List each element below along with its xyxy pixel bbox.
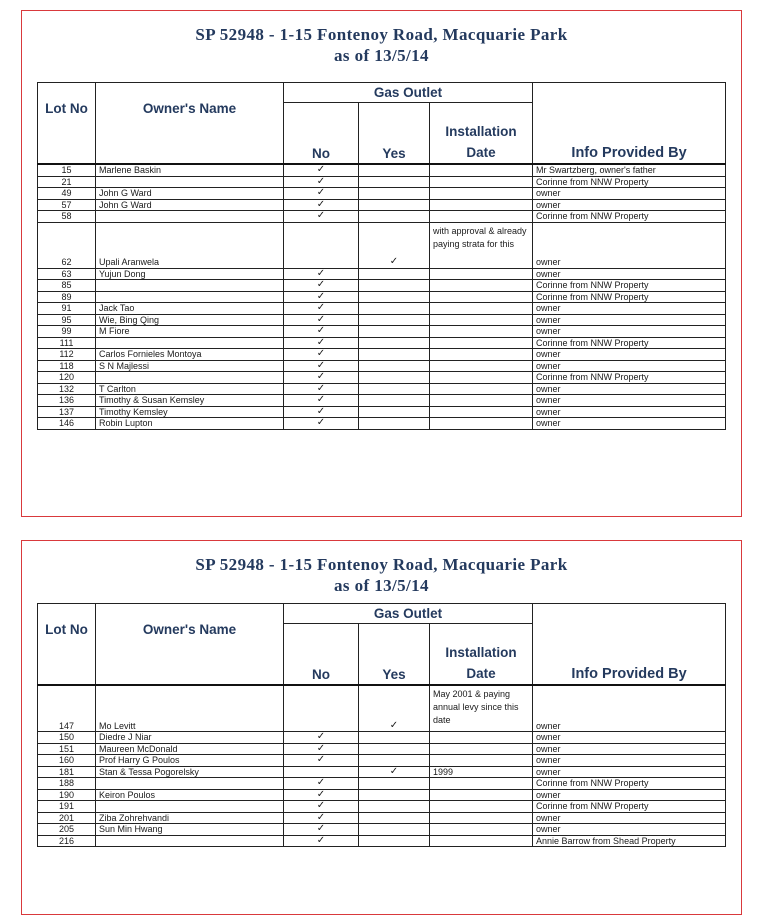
owner-name-cell: John G Ward xyxy=(96,188,284,200)
gas-outlet-yes-cell xyxy=(359,176,430,188)
lot-no-cell: 21 xyxy=(38,176,96,188)
installation-date-cell xyxy=(430,268,533,280)
gas-outlet-no-cell: ✓ xyxy=(284,835,359,847)
table-row xyxy=(38,685,726,732)
owner-name-cell: Marlene Baskin xyxy=(96,164,284,176)
lot-no-cell: 85 xyxy=(38,280,96,292)
info-provided-by-cell: owner xyxy=(533,199,726,211)
owner-name-cell: Sun Min Hwang xyxy=(96,824,284,836)
table-row xyxy=(38,188,726,200)
gas-outlet-yes-cell xyxy=(359,789,430,801)
info-provided-by-cell: owner xyxy=(533,268,726,280)
gas-outlet-yes-cell xyxy=(359,418,430,430)
gas-outlet-yes-cell xyxy=(359,314,430,326)
header-yes: Yes xyxy=(359,103,430,165)
info-provided-by-cell: owner xyxy=(533,755,726,767)
header-info-provided-by: Info Provided By xyxy=(533,83,726,165)
installation-date-cell xyxy=(430,812,533,824)
installation-date-cell xyxy=(430,291,533,303)
owner-name-cell: Diedre J Niar xyxy=(96,732,284,744)
installation-date-cell xyxy=(430,789,533,801)
table-row xyxy=(38,303,726,315)
table-row xyxy=(38,176,726,188)
installation-date-cell xyxy=(430,778,533,790)
table-row xyxy=(38,406,726,418)
info-provided-by-cell: owner xyxy=(533,326,726,338)
owner-name-cell: Ziba Zohrehvandi xyxy=(96,812,284,824)
header-info-provided-by: Info Provided By xyxy=(533,604,726,686)
gas-outlet-no-cell xyxy=(284,685,359,732)
gas-outlet-yes-cell xyxy=(359,349,430,361)
installation-date-cell xyxy=(430,418,533,430)
lot-no-cell: 191 xyxy=(38,801,96,813)
gas-outlet-no-cell: ✓ xyxy=(284,824,359,836)
gas-outlet-no-cell: ✓ xyxy=(284,268,359,280)
owner-name-cell xyxy=(96,337,284,349)
gas-outlet-no-cell: ✓ xyxy=(284,199,359,211)
lot-no-cell: 118 xyxy=(38,360,96,372)
table-row xyxy=(38,199,726,211)
info-provided-by-cell: Corinne from NNW Property xyxy=(533,337,726,349)
installation-date-cell xyxy=(430,176,533,188)
gas-outlet-no-cell: ✓ xyxy=(284,303,359,315)
gas-outlet-yes-cell xyxy=(359,360,430,372)
gas-outlet-no-cell: ✓ xyxy=(284,176,359,188)
info-provided-by-cell: owner xyxy=(533,743,726,755)
table-row xyxy=(38,778,726,790)
gas-outlet-yes-cell xyxy=(359,303,430,315)
gas-outlet-yes-cell xyxy=(359,824,430,836)
table-row xyxy=(38,268,726,280)
installation-date-cell xyxy=(430,188,533,200)
installation-date-cell: with approval & already paying strata for this xyxy=(430,222,533,268)
installation-date-cell xyxy=(430,824,533,836)
installation-date-cell xyxy=(430,303,533,315)
owner-name-cell xyxy=(96,778,284,790)
gas-outlet-no-cell: ✓ xyxy=(284,314,359,326)
table-row xyxy=(38,383,726,395)
gas-outlet-yes-cell xyxy=(359,164,430,176)
info-provided-by-cell: Corinne from NNW Property xyxy=(533,372,726,384)
installation-date-cell xyxy=(430,360,533,372)
table-row xyxy=(38,835,726,847)
gas-outlet-no-cell: ✓ xyxy=(284,395,359,407)
installation-date-cell: 1999 xyxy=(430,766,533,778)
info-provided-by-cell: owner xyxy=(533,732,726,744)
owner-name-cell: Wie, Bing Qing xyxy=(96,314,284,326)
table-row xyxy=(38,314,726,326)
owner-name-cell: Mo Levitt xyxy=(96,685,284,732)
table-row xyxy=(38,824,726,836)
owner-name-cell: S N Majlessi xyxy=(96,360,284,372)
lot-no-cell: 49 xyxy=(38,188,96,200)
gas-outlet-no-cell: ✓ xyxy=(284,349,359,361)
gas-outlet-no-cell: ✓ xyxy=(284,778,359,790)
lot-no-cell: 136 xyxy=(38,395,96,407)
lot-no-cell: 216 xyxy=(38,835,96,847)
table-row xyxy=(38,326,726,338)
gas-outlet-yes-cell xyxy=(359,743,430,755)
owner-name-cell: John G Ward xyxy=(96,199,284,211)
installation-date-cell xyxy=(430,349,533,361)
owner-name-cell xyxy=(96,176,284,188)
lot-no-cell: 150 xyxy=(38,732,96,744)
lot-no-cell: 147 xyxy=(38,685,96,732)
page-title: SP 52948 - 1-15 Fontenoy Road, Macquarie Park xyxy=(195,25,568,44)
gas-outlet-yes-cell xyxy=(359,801,430,813)
table-row xyxy=(38,337,726,349)
info-provided-by-cell: owner xyxy=(533,789,726,801)
info-provided-by-cell: owner xyxy=(533,303,726,315)
info-provided-by-cell: owner xyxy=(533,395,726,407)
installation-date-cell xyxy=(430,755,533,767)
gas-outlet-no-cell: ✓ xyxy=(284,743,359,755)
lot-no-cell: 62 xyxy=(38,222,96,268)
info-provided-by-cell: Corinne from NNW Property xyxy=(533,211,726,223)
table-row xyxy=(38,349,726,361)
header-no: No xyxy=(284,103,359,165)
info-provided-by-cell: Corinne from NNW Property xyxy=(533,280,726,292)
installation-date-cell xyxy=(430,326,533,338)
table-row xyxy=(38,395,726,407)
owner-name-cell: Stan & Tessa Pogorelsky xyxy=(96,766,284,778)
installation-date-cell xyxy=(430,835,533,847)
installation-date-cell xyxy=(430,383,533,395)
owner-name-cell xyxy=(96,835,284,847)
gas-outlet-no-cell: ✓ xyxy=(284,280,359,292)
header-gas-outlet: Gas Outlet xyxy=(284,83,533,103)
lot-no-cell: 181 xyxy=(38,766,96,778)
gas-outlet-no-cell: ✓ xyxy=(284,801,359,813)
owner-name-cell: Timothy & Susan Kemsley xyxy=(96,395,284,407)
info-provided-by-cell: owner xyxy=(533,360,726,372)
lot-no-cell: 132 xyxy=(38,383,96,395)
table-row xyxy=(38,801,726,813)
gas-outlet-yes-cell: ✓ xyxy=(359,766,430,778)
page-title: SP 52948 - 1-15 Fontenoy Road, Macquarie Park xyxy=(195,555,568,574)
lot-no-cell: 120 xyxy=(38,372,96,384)
gas-outlet-no-cell xyxy=(284,222,359,268)
info-provided-by-cell: Corinne from NNW Property xyxy=(533,778,726,790)
info-provided-by-cell: owner xyxy=(533,824,726,836)
gas-outlet-no-cell: ✓ xyxy=(284,732,359,744)
info-provided-by-cell: owner xyxy=(533,406,726,418)
owner-name-cell xyxy=(96,280,284,292)
lot-no-cell: 89 xyxy=(38,291,96,303)
info-provided-by-cell: Mr Swartzberg, owner's father xyxy=(533,164,726,176)
owner-name-cell: Robin Lupton xyxy=(96,418,284,430)
installation-date-cell xyxy=(430,280,533,292)
gas-outlet-yes-cell: ✓ xyxy=(359,685,430,732)
table-row xyxy=(38,732,726,744)
owner-name-cell: Upali Aranwela xyxy=(96,222,284,268)
gas-outlet-yes-cell xyxy=(359,835,430,847)
lot-no-cell: 58 xyxy=(38,211,96,223)
gas-outlet-no-cell: ✓ xyxy=(284,755,359,767)
gas-outlet-yes-cell xyxy=(359,383,430,395)
lot-no-cell: 190 xyxy=(38,789,96,801)
lot-no-cell: 63 xyxy=(38,268,96,280)
installation-date-cell xyxy=(430,211,533,223)
table-row xyxy=(38,812,726,824)
gas-outlet-yes-cell xyxy=(359,755,430,767)
info-provided-by-cell: owner xyxy=(533,222,726,268)
gas-outlet-no-cell: ✓ xyxy=(284,418,359,430)
gas-outlet-no-cell: ✓ xyxy=(284,372,359,384)
header-no: No xyxy=(284,624,359,686)
installation-date-cell: May 2001 & paying annual levy since this date xyxy=(430,685,533,732)
info-provided-by-cell: owner xyxy=(533,188,726,200)
header-lot-no: Lot No xyxy=(38,604,96,686)
info-provided-by-cell: Corinne from NNW Property xyxy=(533,176,726,188)
gas-outlet-yes-cell xyxy=(359,395,430,407)
info-provided-by-cell: Corinne from NNW Property xyxy=(533,801,726,813)
info-provided-by-cell: owner xyxy=(533,812,726,824)
owner-name-cell xyxy=(96,291,284,303)
gas-outlet-no-cell: ✓ xyxy=(284,360,359,372)
lot-no-cell: 160 xyxy=(38,755,96,767)
owner-name-cell: Jack Tao xyxy=(96,303,284,315)
gas-outlet-no-cell: ✓ xyxy=(284,211,359,223)
installation-date-cell xyxy=(430,801,533,813)
table-row xyxy=(38,211,726,223)
installation-date-cell xyxy=(430,164,533,176)
gas-outlet-no-cell xyxy=(284,766,359,778)
table-body xyxy=(38,164,726,429)
owner-name-cell: Yujun Dong xyxy=(96,268,284,280)
info-provided-by-cell: Corinne from NNW Property xyxy=(533,291,726,303)
lot-no-cell: 111 xyxy=(38,337,96,349)
gas-outlet-yes-cell xyxy=(359,268,430,280)
gas-outlet-no-cell: ✓ xyxy=(284,337,359,349)
installation-date-cell xyxy=(430,314,533,326)
table-row xyxy=(38,755,726,767)
header-owner-name: Owner's Name xyxy=(96,604,284,686)
table-row xyxy=(38,789,726,801)
lot-no-cell: 151 xyxy=(38,743,96,755)
gas-outlet-no-cell: ✓ xyxy=(284,383,359,395)
gas-outlet-no-cell: ✓ xyxy=(284,188,359,200)
lot-no-cell: 57 xyxy=(38,199,96,211)
gas-outlet-yes-cell xyxy=(359,406,430,418)
gas-outlet-no-cell: ✓ xyxy=(284,406,359,418)
lot-no-cell: 95 xyxy=(38,314,96,326)
gas-outlet-yes-cell xyxy=(359,337,430,349)
gas-outlet-table xyxy=(37,82,726,430)
installation-date-cell xyxy=(430,732,533,744)
owner-name-cell xyxy=(96,211,284,223)
info-provided-by-cell: owner xyxy=(533,314,726,326)
header-installation-date: Installation Date xyxy=(430,103,533,165)
table-row xyxy=(38,418,726,430)
owner-name-cell: Timothy Kemsley xyxy=(96,406,284,418)
lot-no-cell: 137 xyxy=(38,406,96,418)
installation-date-cell xyxy=(430,395,533,407)
owner-name-cell: M Fiore xyxy=(96,326,284,338)
table-row xyxy=(38,743,726,755)
gas-outlet-yes-cell xyxy=(359,732,430,744)
gas-outlet-yes-cell xyxy=(359,211,430,223)
info-provided-by-cell: owner xyxy=(533,766,726,778)
gas-outlet-yes-cell xyxy=(359,291,430,303)
installation-date-cell xyxy=(430,743,533,755)
lot-no-cell: 112 xyxy=(38,349,96,361)
gas-outlet-yes-cell xyxy=(359,199,430,211)
table-row xyxy=(38,222,726,268)
lot-no-cell: 91 xyxy=(38,303,96,315)
document-page-2 xyxy=(21,540,742,915)
installation-date-cell xyxy=(430,406,533,418)
document-page-1 xyxy=(21,10,742,517)
header-yes: Yes xyxy=(359,624,430,686)
gas-outlet-table xyxy=(37,603,726,847)
table-row xyxy=(38,766,726,778)
installation-date-cell xyxy=(430,199,533,211)
table-row xyxy=(38,291,726,303)
owner-name-cell: T Carlton xyxy=(96,383,284,395)
gas-outlet-yes-cell xyxy=(359,326,430,338)
installation-date-cell xyxy=(430,337,533,349)
table-row xyxy=(38,360,726,372)
gas-outlet-yes-cell: ✓ xyxy=(359,222,430,268)
gas-outlet-yes-cell xyxy=(359,280,430,292)
gas-outlet-no-cell: ✓ xyxy=(284,291,359,303)
lot-no-cell: 99 xyxy=(38,326,96,338)
info-provided-by-cell: Annie Barrow from Shead Property xyxy=(533,835,726,847)
header-installation-date: Installation Date xyxy=(430,624,533,686)
table-row xyxy=(38,280,726,292)
gas-outlet-yes-cell xyxy=(359,188,430,200)
table-row xyxy=(38,164,726,176)
owner-name-cell: Keiron Poulos xyxy=(96,789,284,801)
owner-name-cell: Prof Harry G Poulos xyxy=(96,755,284,767)
page-subtitle: as of 13/5/14 xyxy=(334,46,429,65)
lot-no-cell: 188 xyxy=(38,778,96,790)
gas-outlet-yes-cell xyxy=(359,812,430,824)
table-body xyxy=(38,685,726,847)
info-provided-by-cell: owner xyxy=(533,685,726,732)
header-gas-outlet: Gas Outlet xyxy=(284,604,533,624)
info-provided-by-cell: owner xyxy=(533,418,726,430)
installation-date-cell xyxy=(430,372,533,384)
info-provided-by-cell: owner xyxy=(533,349,726,361)
gas-outlet-no-cell: ✓ xyxy=(284,326,359,338)
page-subtitle: as of 13/5/14 xyxy=(334,576,429,595)
lot-no-cell: 205 xyxy=(38,824,96,836)
gas-outlet-no-cell: ✓ xyxy=(284,164,359,176)
header-owner-name: Owner's Name xyxy=(96,83,284,165)
owner-name-cell: Maureen McDonald xyxy=(96,743,284,755)
table-row xyxy=(38,372,726,384)
info-provided-by-cell: owner xyxy=(533,383,726,395)
lot-no-cell: 15 xyxy=(38,164,96,176)
lot-no-cell: 201 xyxy=(38,812,96,824)
owner-name-cell xyxy=(96,372,284,384)
gas-outlet-yes-cell xyxy=(359,372,430,384)
owner-name-cell xyxy=(96,801,284,813)
owner-name-cell: Carlos Fornieles Montoya xyxy=(96,349,284,361)
lot-no-cell: 146 xyxy=(38,418,96,430)
gas-outlet-no-cell: ✓ xyxy=(284,812,359,824)
gas-outlet-yes-cell xyxy=(359,778,430,790)
gas-outlet-no-cell: ✓ xyxy=(284,789,359,801)
header-lot-no: Lot No xyxy=(38,83,96,165)
